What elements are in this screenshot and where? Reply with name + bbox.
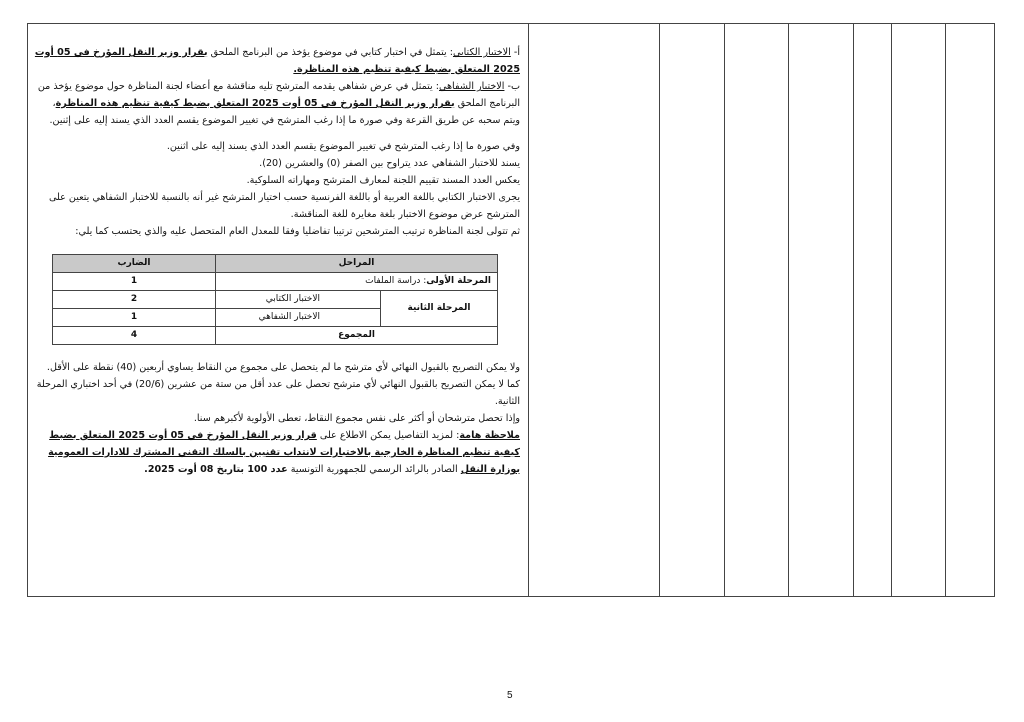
ranking-paragraph: ثم تتولى لجنة المناظرة ترتيب المترشحين ترتيبا تفاضليا وفقا للمعدل العام المتحصل عليه والذي يحتسب كما يلي: xyxy=(75,226,520,237)
document-frame xyxy=(27,23,995,597)
total-label: المجموع xyxy=(216,327,498,345)
page-number: 5 xyxy=(507,690,513,701)
stage-two-subtable xyxy=(216,291,497,326)
table-row xyxy=(53,291,498,327)
written-exam-paragraph: أ- الاختبار الكتابي: يتمثل في اختبار كتابي في موضوع يؤخذ من البرنامج الملحق بقرار وزير النقل المؤرخ في 05 أوت 2025 المتعلق بضبط كيفية تنظيم هذه المناظرة. xyxy=(34,47,520,75)
oral-score-paragraph: يسند للاختبار الشفاهي عدد يتراوح بين الصفر (0) والعشرين (20). xyxy=(259,158,520,169)
tie-break-paragraph: وإذا تحصل مترشحان أو أكثر على نفس مجموع النقاط، تعطى الأولوية لأكبرهم سنا. xyxy=(193,413,520,424)
coefficient-cell: 1 xyxy=(53,273,216,291)
eliminatory-score-paragraph: كما لا يمكن التصريح بالقبول النهائي لأي مترشح تحصل على عدد أقل من ستة من عشرين (20/6) في أحد اختباري المرحلة الثانية. xyxy=(36,379,520,407)
stage-two-cell xyxy=(216,291,498,327)
column-divider xyxy=(788,24,789,596)
column-divider xyxy=(945,24,946,596)
table-header-row xyxy=(53,255,498,273)
topic-change-paragraph: وفي صورة ما إذا رغب المترشح في تغيير الموضوع يقسم العدد الذي يسند إليه على اثنين. xyxy=(166,141,520,152)
column-divider xyxy=(891,24,892,596)
coefficients-table xyxy=(52,254,498,345)
stages-header: المراحل xyxy=(216,255,498,273)
min-score-paragraph: ولا يمكن التصريح بالقبول النهائي لأي مترشح ما لم يتحصل على مجموع من النقاط يساوي أربعين (40) نقطة على الأقل. xyxy=(46,362,520,373)
oral-coefficient: 1 xyxy=(130,312,138,322)
column-divider xyxy=(853,24,854,596)
table-total-row xyxy=(53,327,498,345)
written-exam-label: الاختبار الكتابي xyxy=(216,291,381,309)
oral-exam-paragraph: ب- الاختبار الشفاهي: يتمثل في عرض شفاهي يقدمه المترشح تليه مناقشة مع أعضاء لجنة المناظرة حول موضوع يؤخذ من البرنامج الملحق بقرار وزير النقل المؤرخ في 05 أوت 2025 المتعلق بضبط كيفية تنظيم هذه المناظرة، ويتم سحبه عن طريق القرعة وفي صورة ما إذا رغب المترشح في تغيير الموضوع يقسم العدد الذي يسند إليه على إثنين. xyxy=(37,81,520,126)
score-meaning-paragraph: يعكس العدد المسند تقييم اللجنة لمعارف المترشح ومهاراته السلوكية. xyxy=(246,175,520,186)
important-note-paragraph: ملاحظة هامة: لمزيد التفاصيل يمكن الاطلاع على قرار وزير النقل المؤرخ في 05 أوت 2025 المتعلق بضبط كيفية تنظيم المناظرة الخارجية بالاختبارات لانتداب تقنيين بالسلك التقني المشترك للادارات العمومية بوزارة النقل الصادر بالرائد الرسمي للجمهورية التونسية عدد 100 بتاريخ 08 أوت 2025. xyxy=(48,430,520,475)
written-coefficient: 2 xyxy=(53,291,215,309)
oral-exam-label: الاختبار الشفاهي xyxy=(258,312,320,322)
column-divider xyxy=(724,24,725,596)
table-row xyxy=(53,273,498,291)
stage-two-coefficients xyxy=(53,291,216,327)
language-paragraph: يجرى الاختبار الكتابي باللغة العربية أو باللغة الفرنسية حسب اختيار المترشح غير أنه بالنسبة للاختبار الشفاهي يتعين على المترشح عرض موضوع الاختبار بلغة مغايرة للغة المناقشة. xyxy=(48,192,520,220)
exam-description-cell xyxy=(28,24,528,596)
coefficient-header: الضارب xyxy=(53,255,216,273)
column-divider xyxy=(659,24,660,596)
total-coefficient: 4 xyxy=(53,327,216,345)
stage-two-label: المرحلة الثانية xyxy=(381,291,498,326)
stage-one-cell: المرحلة الأولى: دراسة الملفات xyxy=(216,273,498,291)
column-divider xyxy=(528,24,529,596)
